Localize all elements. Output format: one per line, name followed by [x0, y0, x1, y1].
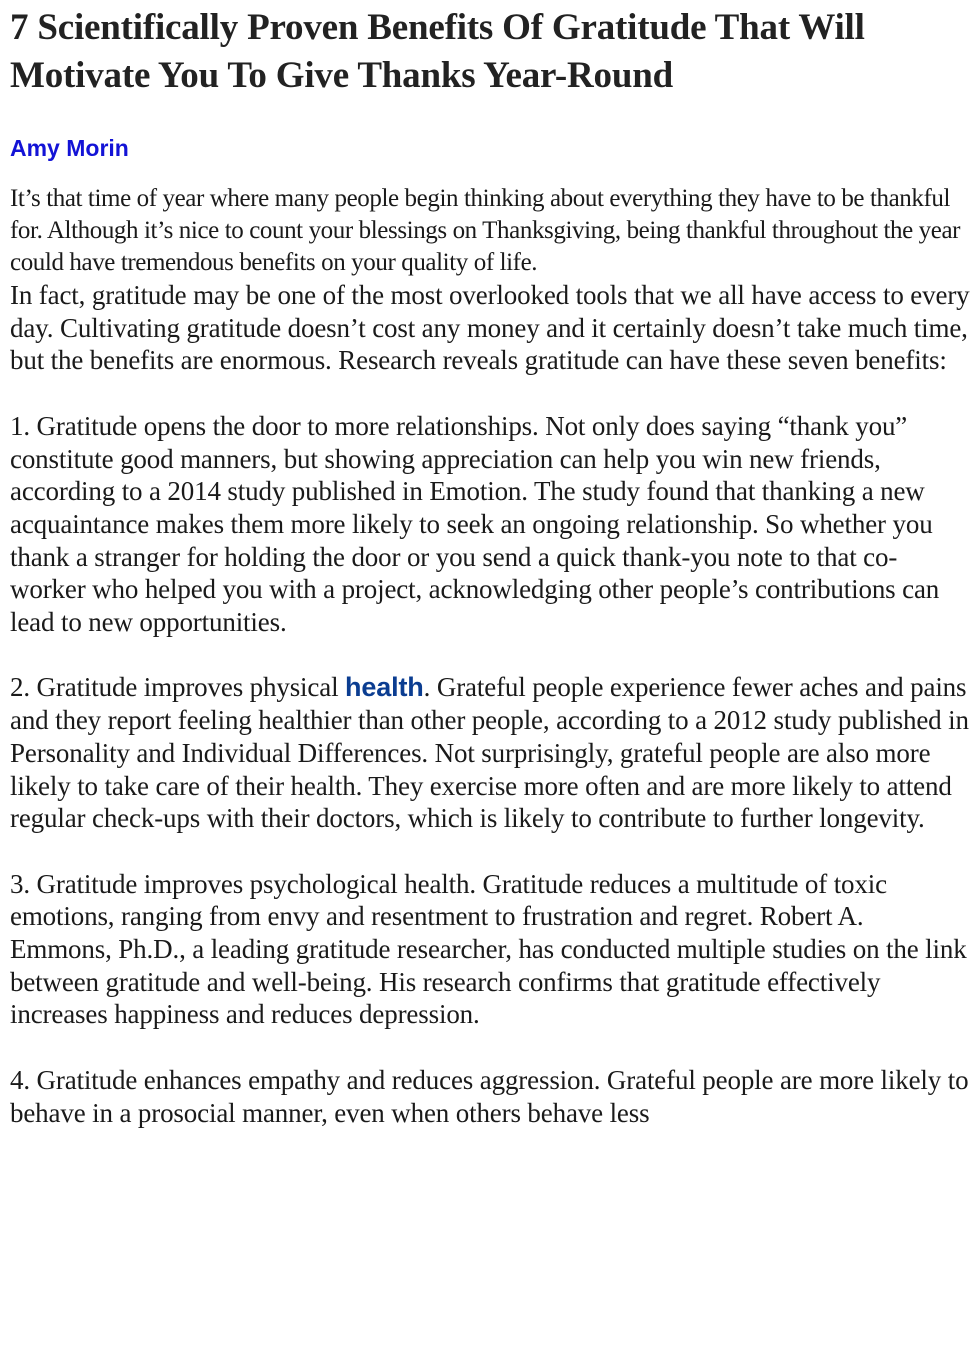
benefit-1-paragraph: 1. Gratitude opens the door to more relationships. Not only does saying “thank you” constitute good manners, but showing appreciation can help you win new friends, according to a 2014 study published in Emotion. The study found that thanking a new acquaintance makes them more likely to seek an ongoing relationship. So whether you thank a stranger for holding the door or you send a quick thank-you note to that co-worker who helped you with a project, acknowledging other people’s contributions can lead to new opportunities.	[10, 410, 940, 638]
benefit-4-paragraph: 4. Gratitude enhances empathy and reduces aggression. Grateful people are more likely to behave in a prosocial manner, even when others behave less	[10, 1064, 969, 1128]
health-link[interactable]: health	[345, 672, 424, 703]
body-paragraph-1: In fact, gratitude may be one of the most overlooked tools that we all have access to every day. Cultivating gratitude doesn’t cost any money and it certainly doesn’t take much time, but the benefits are enormous. Research reveals gratitude can have these seven benefits:	[10, 280, 970, 376]
benefit-3-paragraph: 3. Gratitude improves psychological health. Gratitude reduces a multitude of toxic emotions, ranging from envy and resentment to frustration and regret. Robert A. Emmons, Ph.D., a leading gratitude researcher, has conducted multiple studies on the link between gratitude and well-being. His research confirms that gratitude effectively increases happiness and reduces depression.	[10, 868, 967, 1030]
benefit-2-paragraph	[10, 671, 970, 835]
intro-paragraph: It’s that time of year where many people begin thinking about everything they have to be thankful for. Although it’s nice to count your blessings on Thanksgiving, being thankful throughout the year could have tremendous benefits on your quality of life.	[10, 185, 961, 276]
author-link[interactable]: Amy Morin	[10, 135, 129, 161]
benefit-2-text-after: . Grateful people experience fewer aches and pains and they report feeling healthier than other people, according to a 2012 study published in Personality and Individual Differences. Not surprisingly, grateful people are also more likely to take care of their health. They exercise more often and are more likely to attend regular check-ups with their doctors, which is likely to contribute to further longevity.	[10, 672, 969, 834]
article	[10, 4, 970, 1129]
benefit-2-text-before: 2. Gratitude improves physical	[10, 672, 346, 703]
article-title: 7 Scientifically Proven Benefits Of Gratitude That Will Motivate You To Give Thanks Year-Round	[10, 7, 865, 96]
